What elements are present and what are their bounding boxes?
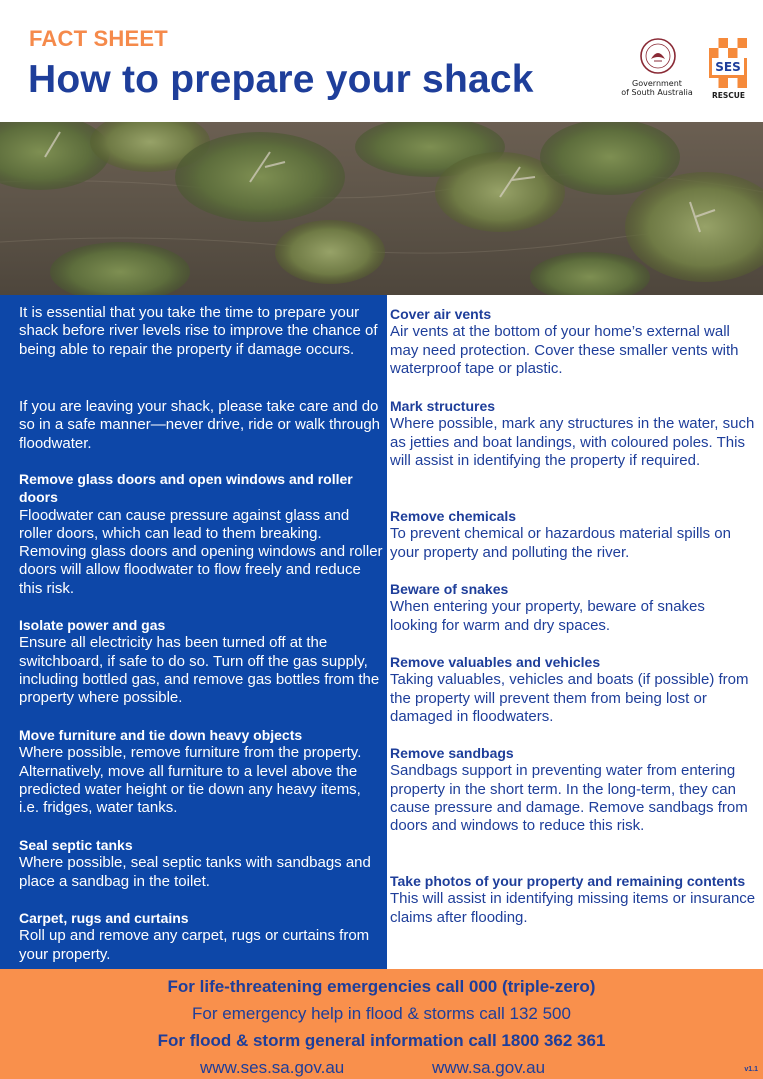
section-heading: Remove valuables and vehicles [390,654,601,670]
footer-emergency-000: For life-threatening emergencies call 000 (triple-zero) [167,977,596,996]
page-title: How to prepare your shack [28,58,534,101]
section-isolate-power-gas [19,616,383,707]
ses-logo-label: RESCUE [712,91,746,100]
section-heading: Carpet, rugs and curtains [19,910,189,926]
ses-badge-text: SES [715,60,741,74]
section-text: Where possible, seal septic tanks with sandbags and place a sandbag in the toilet. [19,854,371,890]
sa-gov-website-link[interactable]: www.sa.gov.au [432,1058,546,1077]
flood-photo-illustration [0,122,763,295]
ses-logo [709,38,747,104]
footer-general-info: For flood & storm general information call 1800 362 361 [157,1031,606,1050]
section-beware-of-snakes [390,580,756,635]
right-column [387,295,763,969]
emergency-footer [0,969,763,1079]
section-heading: Remove glass doors and open windows and roller doors [19,471,353,506]
flooded-trees-aerial-photo [0,122,763,295]
section-remove-chemicals [390,507,756,562]
section-carpet-rugs-curtains [19,909,383,964]
intro-paragraph-2: If you are leaving your shack, please take care and do so in a safe manner—never drive, ride or walk through floodwater. [19,398,381,452]
section-heading: Remove sandbags [390,745,514,761]
section-heading: Remove chemicals [390,508,517,524]
section-remove-sandbags [390,744,756,835]
section-seal-septic-tanks [19,836,383,891]
section-heading: Move furniture and tie down heavy objects [19,727,303,743]
section-heading: Cover air vents [390,306,492,322]
left-column [0,295,387,969]
section-text: Floodwater can cause pressure against glass and roller doors, which can lead to them breaking. Removing glass doors and opening windows and roller doors will allow floodwater to flow freely and reduce this risk. [19,506,383,597]
sa-crest-icon [638,37,678,75]
section-text: Ensure all electricity has been turned off at the switchboard, if safe to do so. Turn off the gas supply, including bottled gas, and remove gas bottles from the property where possible. [19,634,380,707]
header [0,0,763,122]
section-text: When entering your property, beware of snakes looking for warm and dry spaces. [390,598,705,634]
section-text: Sandbags support in preventing water from entering property in the short term. In the long-term, they can cause pressure and damage. Remove sandbags from doors and windows to reduce this risk. [390,762,748,835]
section-heading: Mark structures [390,398,496,414]
section-text: Where possible, mark any structures in the water, such as jetties and boat landings, with coloured poles. This will assist in identifying the property if required. [390,415,755,469]
government-sa-logo [612,35,702,105]
version-label: v1.1 [744,1066,758,1073]
footer-flood-help: For emergency help in flood & storms call 132 500 [192,1004,571,1023]
section-take-photos [390,872,756,927]
ses-badge-icon [709,38,747,88]
section-mark-structures [390,397,756,470]
ses-website-link[interactable]: www.ses.sa.gov.au [200,1058,345,1077]
section-remove-valuables [390,653,756,726]
section-text: This will assist in identifying missing items or insurance claims after flooding. [390,890,756,926]
section-move-furniture [19,726,383,817]
section-text: Taking valuables, vehicles and boats (if possible) from the property will prevent them from being lost or damaged in floodwaters. [390,671,749,725]
section-heading: Seal septic tanks [19,837,133,853]
section-text: Air vents at the bottom of your home’s external wall may need protection. Cover these smaller vents with waterproof tape or plastic. [390,323,739,377]
section-text: To prevent chemical or hazardous material spills on your property and polluting the river. [390,525,731,561]
section-remove-glass-doors [19,470,383,598]
gov-logo-line2: of South Australia [621,88,693,97]
section-heading: Isolate power and gas [19,617,166,633]
section-heading: Beware of snakes [390,581,509,597]
intro-paragraph-1: It is essential that you take the time to prepare your shack before river levels rise to improve the chance of being able to repair the property if damage occurs. [19,304,378,358]
section-heading: Take photos of your property and remaining contents [390,873,746,889]
section-text: Where possible, remove furniture from the property. Alternatively, move all furniture to a level above the predicted water height or tie down any heavy items, i.e. fridges, water tanks. [19,744,362,817]
gov-logo-line1: Government [632,79,682,88]
doc-type-label: FACT SHEET [29,26,168,51]
section-cover-air-vents [390,305,756,378]
section-text: Roll up and remove any carpet, rugs or curtains from your property. [19,927,370,963]
